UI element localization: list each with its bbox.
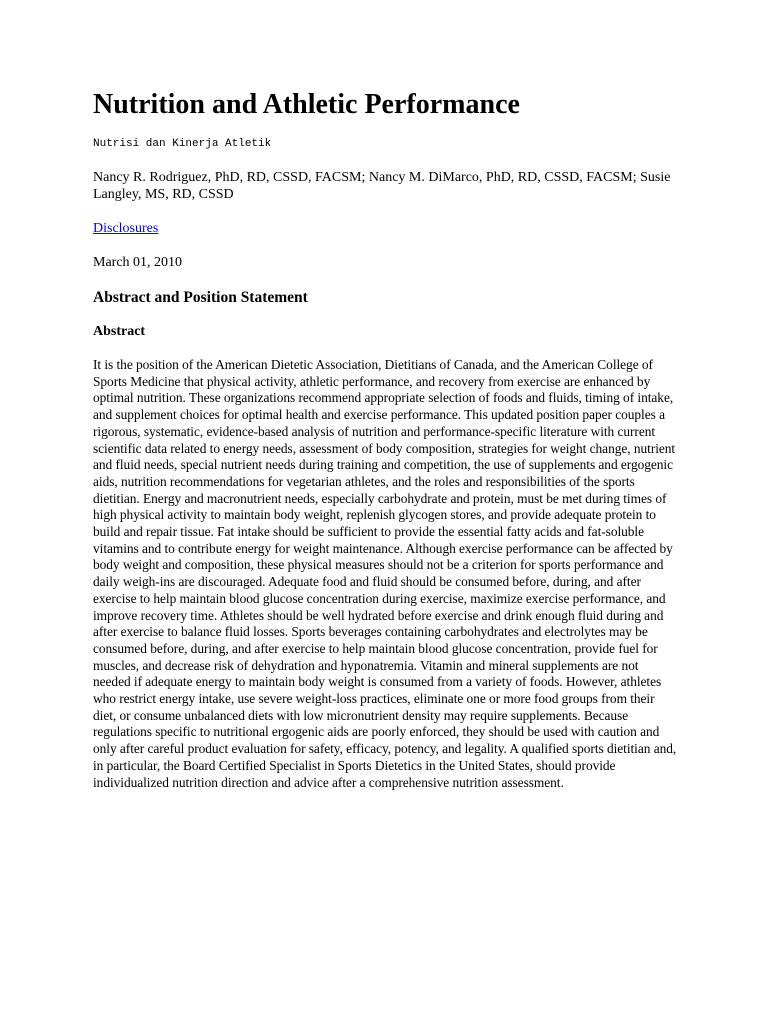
section-heading: Abstract and Position Statement (93, 289, 308, 306)
article-title: Nutrition and Athletic Performance (93, 89, 520, 120)
publication-date: March 01, 2010 (93, 255, 183, 270)
disclosures-link[interactable]: Disclosures (93, 221, 159, 236)
article-subtitle: Nutrisi dan Kinerja Atletik (93, 138, 272, 150)
author-list: Nancy R. Rodriguez, PhD, RD, CSSD, FACSM; Nancy M. DiMarco, PhD, RD, CSSD, FACSM; Susie Langley, MS, RD, CSSD (93, 170, 671, 202)
abstract-heading: Abstract (93, 324, 146, 339)
abstract-paragraph: It is the position of the American Dietetic Association, Dietitians of Canada, and the American College of Sports Medicine that physical activity, athletic performance, and recovery from exercise are enhanced by optimal nutrition. These organizations recommend appropriate selection of foods and fluids, timing of intake, and supplement choices for optimal health and exercise performance. This updated position paper couples a rigorous, systematic, evidence-based analysis of nutrition and performance-specific literature with current scientific data related to energy needs, assessment of body composition, strategies for weight change, nutrient and fluid needs, special nutrient needs during training and competition, the use of supplements and ergogenic aids, nutrition recommendations for vegetarian athletes, and the roles and responsibilities of the sports dietitian. Energy and macronutrient needs, especially carbohydrate and protein, must be met during times of high physical activity to maintain body weight, replenish glycogen stores, and provide adequate protein to build and repair tissue. Fat intake should be sufficient to provide the essential fatty acids and fat-soluble vitamins and to contribute energy for weight maintenance. Although exercise performance can be affected by body weight and composition, these physical measures should not be a criterion for sports performance and daily weigh-ins are discouraged. Adequate food and fluid should be consumed before, during, and after exercise to help maintain blood glucose concentration during exercise, maximize exercise performance, and improve recovery time. Athletes should be well hydrated before exercise and drink enough fluid during and after exercise to balance fluid losses. Sports beverages containing carbohydrates and electrolytes may be consumed before, during, and after exercise to help maintain blood glucose concentration, provide fuel for muscles, and decrease risk of dehydration and hyponatremia. Vitamin and mineral supplements are not needed if adequate energy to maintain body weight is consumed from a variety of foods. However, athletes who restrict energy intake, use severe weight-loss practices, eliminate one or more food groups from their diet, or consume unbalanced diets with low micronutrient density may require supplements. Because regulations specific to nutritional ergogenic aids are poorly enforced, they should be used with caution and only after careful product evaluation for safety, efficacy, potency, and legality. A qualified sports dietitian and, in particular, the Board Certified Specialist in Sports Dietetics in the United States, should provide individualized nutrition direction and advice after a comprehensive nutrition assessment. (93, 357, 677, 790)
